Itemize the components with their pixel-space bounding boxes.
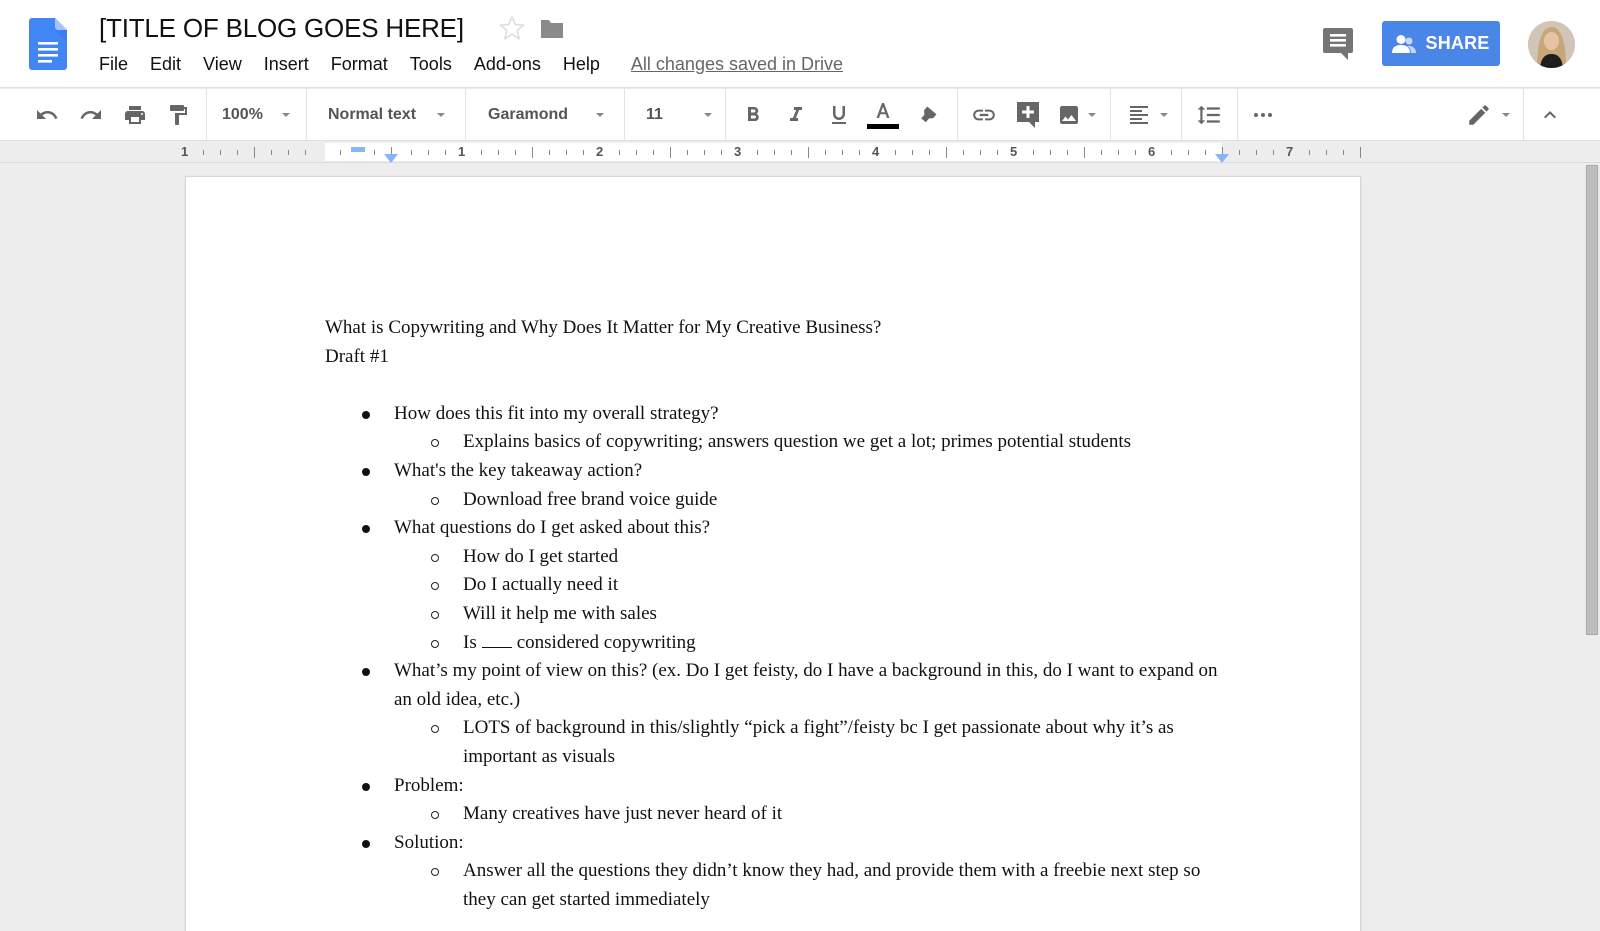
undo-button[interactable]	[32, 89, 62, 141]
ruler-tick	[532, 147, 533, 158]
blank-prefix: Is	[463, 631, 477, 653]
ruler-tick	[481, 150, 482, 155]
sub-list-item: Answer all the questions they didn’t know they had, and provide them with a freebie next step so they can get started immediately	[325, 857, 1225, 914]
comments-icon[interactable]	[1322, 27, 1354, 61]
list-item: How does this fit into my overall strategy?	[325, 400, 1225, 429]
ruler-number: 1	[181, 144, 189, 159]
redo-button[interactable]	[76, 89, 106, 141]
star-icon[interactable]	[498, 14, 526, 42]
ruler-tick	[929, 150, 930, 155]
ruler-tick	[842, 150, 843, 155]
sub-list-item: Explains basics of copywriting; answers question we get a lot; primes potential students	[325, 428, 1225, 457]
toolbar-divider	[624, 89, 625, 141]
comment-add-icon	[1015, 101, 1041, 129]
share-button[interactable]	[1382, 21, 1500, 66]
ruler-tick	[791, 150, 792, 155]
more-icon	[1251, 103, 1275, 127]
paint-format-button[interactable]	[163, 89, 193, 141]
ruler-tick	[220, 150, 221, 155]
ruler-number: 6	[1148, 144, 1156, 159]
list-item: Problem:	[325, 772, 1225, 801]
ruler-tick	[980, 150, 981, 155]
user-avatar[interactable]	[1528, 21, 1575, 68]
ruler-tick	[203, 150, 204, 155]
ruler-tick	[774, 150, 775, 155]
ruler-tick	[895, 150, 896, 155]
editing-mode-pencil-icon	[1466, 102, 1492, 128]
bold-button[interactable]	[738, 89, 768, 141]
text-color-icon	[871, 102, 895, 122]
menu-bar	[99, 52, 843, 77]
ruler-tick	[254, 147, 255, 158]
formatting-toolbar	[0, 89, 1600, 141]
ruler-number: 1	[458, 144, 466, 159]
ruler-tick	[1273, 150, 1274, 155]
ruler-number: 3	[734, 144, 742, 159]
ruler-tick	[1309, 150, 1310, 155]
list-item: What's the key takeaway action?	[325, 457, 1225, 486]
list-item: What’s my point of view on this? (ex. Do I get feisty, do I have a background in this, do I want to expand on an old idea, etc.)	[325, 657, 1225, 714]
align-left-icon	[1127, 103, 1151, 127]
ruler-tick	[825, 150, 826, 155]
fill-in-blank	[482, 631, 512, 648]
toolbar-divider	[1523, 89, 1524, 141]
ruler-tick	[946, 147, 947, 158]
ruler-tick	[1326, 150, 1327, 155]
ruler-tick	[912, 150, 913, 155]
header-bar	[0, 0, 1600, 88]
document-heading: What is Copywriting and Why Does It Matter for My Creative Business?	[325, 317, 882, 338]
editing-mode-button[interactable]	[1464, 89, 1494, 141]
sub-list-item: Many creatives have just never heard of it	[325, 800, 1225, 829]
image-dropdown-caret-icon[interactable]	[1088, 113, 1096, 117]
paint-format-icon	[166, 103, 190, 127]
ruler-tick	[1050, 150, 1051, 155]
ruler-tick	[374, 150, 375, 155]
text-color-button[interactable]	[866, 89, 900, 141]
ruler-tick	[721, 150, 722, 155]
ruler-tick	[670, 147, 671, 158]
ruler-number: 4	[872, 144, 880, 159]
align-dropdown-caret-icon[interactable]	[1160, 113, 1168, 117]
right-indent-marker[interactable]	[1215, 154, 1229, 163]
ruler-tick	[963, 150, 964, 155]
hide-menus-button[interactable]	[1535, 89, 1565, 141]
menu-add-ons[interactable]: Add-ons	[473, 54, 541, 74]
toolbar-divider	[465, 89, 466, 141]
ruler-tick	[808, 147, 809, 158]
ruler-tick	[1343, 150, 1344, 155]
toolbar-divider	[957, 89, 958, 141]
ruler-tick	[411, 150, 412, 155]
ruler-tick	[1205, 150, 1206, 155]
redo-icon	[79, 103, 103, 127]
editing-mode-caret-icon[interactable]	[1502, 113, 1510, 117]
underline-button[interactable]	[824, 89, 854, 141]
folder-icon[interactable]	[539, 17, 565, 41]
document-canvas	[0, 163, 1600, 931]
menu-insert[interactable]: Insert	[263, 54, 309, 74]
ruler-tick	[271, 150, 272, 155]
ruler-tick	[704, 150, 705, 155]
document-body[interactable]	[325, 314, 1225, 914]
horizontal-ruler[interactable]	[0, 141, 1600, 163]
highlight-icon	[916, 103, 940, 127]
ruler-tick	[619, 150, 620, 155]
font-size-select[interactable]	[646, 89, 663, 141]
underline-icon	[827, 103, 851, 127]
ruler-tick	[498, 150, 499, 155]
ruler-tick	[1084, 147, 1085, 158]
italic-icon	[784, 103, 808, 127]
toolbar-divider	[725, 89, 726, 141]
list-item: Solution:	[325, 829, 1225, 858]
sub-list-item: Do I actually need it	[325, 571, 1225, 600]
ruler-tick	[1033, 150, 1034, 155]
blank-suffix: considered copywriting	[516, 631, 696, 653]
print-icon	[123, 103, 147, 127]
ruler-tick	[636, 150, 637, 155]
zoom-value: 100%	[222, 106, 263, 123]
ruler-tick	[1135, 150, 1136, 155]
collapse-menu-icon	[1538, 103, 1562, 127]
google-docs-logo-icon[interactable]	[29, 18, 67, 70]
menu-tools[interactable]: Tools	[409, 54, 452, 74]
ruler-tick	[515, 150, 516, 155]
save-status-link[interactable]: All changes saved in Drive	[630, 54, 844, 74]
paragraph-style-value: Normal text	[328, 106, 417, 123]
ruler-tick	[1101, 150, 1102, 155]
sub-list-item: LOTS of background in this/slightly “pick a fight”/feisty bc I get passionate about why it’s as important as visuals	[325, 714, 1225, 771]
empty-line	[325, 371, 1225, 400]
zoom-select[interactable]	[222, 89, 263, 141]
font-family-value: Garamond	[488, 106, 569, 123]
ruler-tick	[757, 150, 758, 155]
menu-file[interactable]: File	[99, 54, 129, 74]
list-item: What questions do I get asked about this?	[325, 514, 1225, 543]
style-dropdown-caret-icon[interactable]	[437, 113, 445, 117]
line-spacing-icon	[1196, 102, 1222, 128]
insert-image-button[interactable]	[1054, 89, 1084, 141]
highlight-color-button[interactable]	[913, 89, 943, 141]
ruler-tick	[445, 150, 446, 155]
sub-list-item-with-blank	[325, 629, 1225, 658]
left-indent-marker[interactable]	[384, 154, 398, 163]
font-size-dropdown-caret-icon[interactable]	[704, 113, 712, 117]
ruler-tick	[583, 150, 584, 155]
text-color-swatch	[867, 124, 899, 129]
toolbar-divider	[306, 89, 307, 141]
document-page[interactable]	[185, 176, 1361, 931]
link-icon	[971, 102, 997, 128]
italic-button[interactable]	[781, 89, 811, 141]
paragraph-style-select[interactable]	[328, 89, 416, 141]
ruler-number: 2	[596, 144, 604, 159]
ruler-tick	[305, 150, 306, 155]
ruler-tick	[997, 150, 998, 155]
zoom-dropdown-caret-icon[interactable]	[282, 113, 290, 117]
align-left-button[interactable]	[1124, 89, 1154, 141]
ruler-tick	[1256, 150, 1257, 155]
undo-icon	[35, 103, 59, 127]
ruler-tick	[288, 150, 289, 155]
share-label: SHARE	[1425, 33, 1490, 53]
first-line-indent-marker[interactable]	[351, 147, 365, 152]
ruler-number: 7	[1286, 144, 1294, 159]
sub-list-item: Download free brand voice guide	[325, 486, 1225, 515]
toolbar-divider	[206, 89, 207, 141]
print-button[interactable]	[120, 89, 150, 141]
image-icon	[1057, 103, 1081, 127]
ruler-tick	[1360, 147, 1361, 158]
line-spacing-button[interactable]	[1193, 89, 1225, 141]
toolbar-divider	[1181, 89, 1182, 141]
menu-edit[interactable]: Edit	[150, 54, 182, 74]
ruler-tick	[566, 150, 567, 155]
menu-format[interactable]: Format	[330, 54, 388, 74]
insert-comment-button[interactable]	[1013, 89, 1043, 141]
ruler-tick	[1239, 150, 1240, 155]
ruler-tick	[687, 150, 688, 155]
scrollbar-thumb[interactable]	[1586, 165, 1598, 635]
ruler-tick	[428, 150, 429, 155]
bold-icon	[741, 103, 765, 127]
people-icon	[1392, 34, 1418, 54]
ruler-tick	[1188, 150, 1189, 155]
menu-help[interactable]: Help	[562, 54, 600, 74]
ruler-tick	[1067, 150, 1068, 155]
ruler-tick	[1171, 150, 1172, 155]
more-options-button[interactable]	[1248, 89, 1278, 141]
font-family-select[interactable]	[488, 89, 568, 141]
font-size-value: 11	[646, 106, 663, 123]
sub-list-item: Will it help me with sales	[325, 600, 1225, 629]
toolbar-divider	[1237, 89, 1238, 141]
ruler-tick	[859, 150, 860, 155]
insert-link-button[interactable]	[968, 89, 1000, 141]
ruler-tick	[549, 150, 550, 155]
font-dropdown-caret-icon[interactable]	[596, 113, 604, 117]
toolbar-divider	[1110, 89, 1111, 141]
ruler-tick	[653, 150, 654, 155]
menu-view[interactable]: View	[203, 54, 242, 74]
vertical-scrollbar[interactable]	[1584, 163, 1600, 931]
ruler-tick	[340, 150, 341, 155]
ruler-number: 5	[1010, 144, 1018, 159]
document-title[interactable]: [TITLE OF BLOG GOES HERE]	[99, 13, 464, 43]
avatar-photo-icon	[1528, 21, 1575, 68]
ruler-tick	[237, 150, 238, 155]
ruler-tick	[1118, 150, 1119, 155]
sub-list-item: How do I get started	[325, 543, 1225, 572]
document-subheading: Draft #1	[325, 345, 389, 367]
